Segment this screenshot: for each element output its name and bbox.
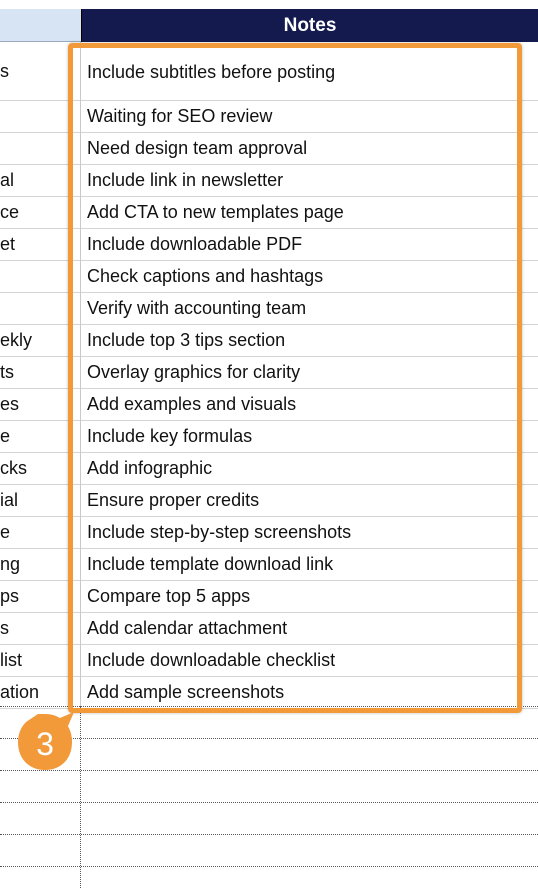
cell-previous-text: e [0,522,11,542]
cell-note[interactable]: Include subtitles before posting [87,62,336,82]
cell-previous-text: s [0,60,9,81]
cell-note[interactable]: Add examples and visuals [87,394,297,414]
cell-previous-text: et [0,234,16,254]
cell-previous-text: al [0,170,15,190]
cell-previous-column[interactable] [0,581,76,612]
cell-previous-column[interactable] [0,229,76,260]
cell-note[interactable]: Include downloadable checklist [87,650,336,670]
callout-number: 3 [36,725,54,762]
column-header-previous[interactable] [0,9,81,42]
cell-note[interactable]: Compare top 5 apps [87,586,251,606]
cell-previous-text: e [0,426,11,446]
cell-previous-text: s [0,618,9,638]
cell-note[interactable]: Include link in newsletter [87,170,284,190]
cell-note[interactable]: Include step-by-step screenshots [87,522,352,542]
cell-note[interactable]: Waiting for SEO review [87,106,273,126]
cell-previous-column[interactable] [0,293,76,324]
cell-previous-text: list [0,650,22,670]
cell-previous-column[interactable] [0,421,76,452]
cell-note[interactable]: Add infographic [87,458,213,478]
cell-previous-text: ng [0,554,21,574]
cell-previous-column[interactable] [0,165,76,196]
cell-previous-column[interactable] [0,325,76,356]
cell-previous-column[interactable] [0,261,76,292]
cell-previous-column[interactable] [0,197,76,228]
column-header-notes[interactable] [81,9,538,42]
cell-previous-text: ce [0,202,20,222]
cell-note[interactable]: Need design team approval [87,138,308,158]
cell-previous-column[interactable] [0,549,76,580]
column-divider [80,42,81,706]
cell-previous-text: ts [0,362,15,382]
cell-note[interactable]: Include top 3 tips section [87,330,286,350]
cell-previous-text: ekly [0,330,33,350]
cell-previous-column[interactable] [0,517,76,548]
cell-note[interactable]: Add calendar attachment [87,618,288,638]
cell-previous-column[interactable] [0,453,76,484]
cell-note[interactable]: Include key formulas [87,426,253,446]
cell-previous-text: cks [0,458,27,478]
cell-previous-column[interactable] [0,101,76,132]
cell-previous-text: ps [0,586,20,606]
cell-previous-column[interactable] [0,645,76,676]
cell-previous-column[interactable] [0,485,76,516]
empty-column-divider [80,706,81,888]
cell-previous-text: ation [0,682,40,702]
cell-note[interactable]: Overlay graphics for clarity [87,362,301,382]
cell-previous-column[interactable] [0,613,76,644]
cell-note[interactable]: Check captions and hashtags [87,266,324,286]
cell-previous-text: ial [0,490,19,510]
cell-note[interactable]: Add CTA to new templates page [87,202,344,222]
step-callout-badge [16,712,74,772]
cell-note[interactable]: Ensure proper credits [87,490,260,510]
cell-previous-column[interactable] [0,357,76,388]
cell-previous-column[interactable] [0,133,76,164]
cell-note[interactable]: Verify with accounting team [87,298,307,318]
cell-note[interactable]: Include template download link [87,554,334,574]
cell-note[interactable]: Include downloadable PDF [87,234,303,254]
cell-note[interactable]: Add sample screenshots [87,682,285,702]
cell-previous-column[interactable] [0,677,76,708]
cell-previous-column[interactable] [0,389,76,420]
cell-previous-text: es [0,394,20,414]
notes-header-label: Notes [283,14,337,36]
cell-previous-column[interactable] [0,42,76,100]
